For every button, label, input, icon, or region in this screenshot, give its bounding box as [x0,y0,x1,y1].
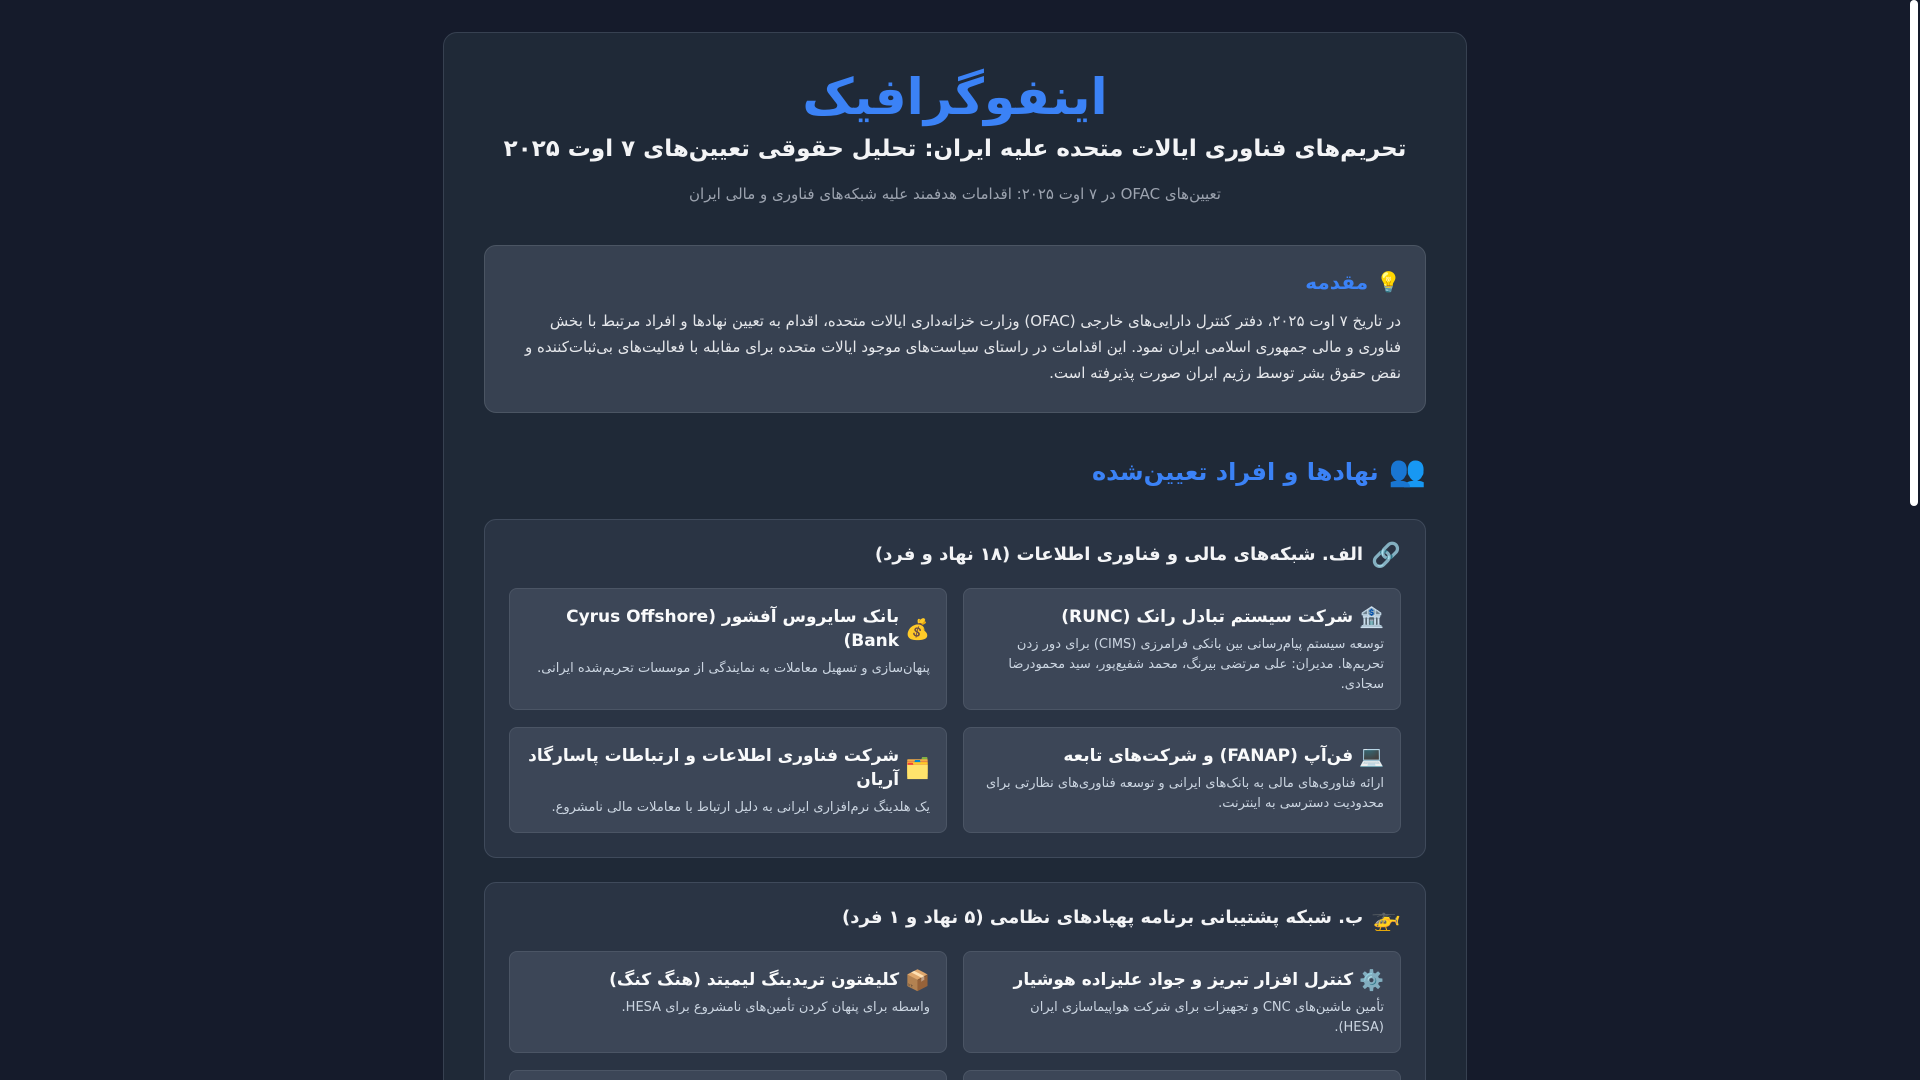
entity-card-partial [963,1070,1401,1080]
intro-heading-text: مقدمه [1305,270,1369,294]
lead-text: تعیین‌های OFAC در ۷ اوت ۲۰۲۵: اقدامات هدفمند علیه شبکه‌های فناوری و مالی ایران [689,185,1221,203]
entity-title-text: شرکت سیستم تبادل رانک (RUNC) [1061,607,1354,627]
entity-card-runc [963,588,1401,710]
entity-card-pasargad [509,727,947,833]
entity-desc: یک هلدینگ نرم‌افزاری ایرانی به دلیل ارتباط با معاملات مالی نامشروع. [551,800,930,815]
intro-text: در تاریخ ۷ اوت ۲۰۲۵، دفتر کنترل دارایی‌های خارجی (OFAC) وزارت خزانه‌داری ایالات متحده، اقدام به تعیین نهادها و افراد مرتبط با بخش فناوری و مالی جمهوری اسلامی ایران نمود. این اقدامات در راستای سیاست‌های موجود ایالات متحده برای مقابله با فعالیت‌های بی‌ثبات‌کننده و نقض حقوق بشر توسط رژیم ایران صورت پذیرفته است. [524,312,1401,382]
entity-title [980,744,1384,768]
group-title [509,905,1401,931]
helicopter-icon: 🚁 [1371,904,1401,932]
package-icon: 📦 [905,968,930,992]
lightbulb-icon: 💡 [1376,270,1401,294]
entity-title-text: کلیفتون تریدینگ لیمیتد (هنگ کنگ) [609,970,900,990]
entity-card-fanap [963,727,1401,833]
entity-desc: واسطه برای پنهان کردن تأمین‌های نامشروع برای HESA. [621,1000,930,1015]
infographic-container [443,32,1467,1080]
bank-icon: 🏦 [1359,605,1384,629]
scrollbar-track[interactable] [1908,0,1920,1080]
entity-grid [509,588,1401,833]
entity-title [980,968,1384,992]
laptop-icon: 💻 [1359,744,1384,768]
entity-card-partial [509,1070,947,1080]
scrollbar-thumb[interactable] [1910,0,1918,506]
entity-title [526,605,930,653]
group-title [509,542,1401,568]
folder-icon: 🗂️ [905,756,930,780]
entity-desc: پنهان‌سازی و تسهیل معاملات به نمایندگی از موسسات تحریم‌شده ایرانی. [537,661,930,676]
entity-title-text: بانک سایروس آفشور (Cyrus Offshore Bank) [566,607,900,651]
entity-card-clifton [509,951,947,1053]
page-title: اینفوگرافیک [802,68,1108,126]
intro-card [484,245,1426,413]
intro-heading [509,268,1401,296]
entity-card-tabriz [963,951,1401,1053]
group-title-text: ب. شبکه پشتیبانی برنامه پهپادهای نظامی (۵ نهاد و ۱ فرد) [842,907,1364,928]
header [484,67,1426,205]
group-title-text: الف. شبکه‌های مالی و فناوری اطلاعات (۱۸ نهاد و فرد) [874,544,1364,565]
entity-title [980,605,1384,629]
link-icon: 🔗 [1371,541,1401,569]
entity-desc: ارائه فناوری‌های مالی به بانک‌های ایرانی و توسعه فناوری‌های نظارتی برای محدودیت دسترسی به اینترنت. [986,776,1384,811]
entity-grid [509,951,1401,1080]
entity-desc: توسعه سیستم پیام‌رسانی بین بانکی فرامرزی (CIMS) برای دور زدن تحریم‌ها. مدیران: علی مرتضی بیرنگ، محمد شفیع‌پور، سید محمودرضا سجادی. [1008,637,1384,692]
entity-title-text: کنترل افزار تبریز و جواد علیزاده هوشیار [1013,970,1354,990]
gear-icon: ⚙️ [1359,968,1384,992]
designations-heading-text: نهادها و افراد تعیین‌شده [1092,458,1379,486]
entity-title [526,744,930,792]
page-subtitle: تحریم‌های فناوری ایالات متحده علیه ایران: تحلیل حقوقی تعیین‌های ۷ اوت ۲۰۲۵ [503,136,1407,162]
entity-title-text: فن‌آپ (FANAP) و شرکت‌های تابعه [1063,746,1354,766]
group-drone-network [484,882,1426,1080]
designations-heading [484,455,1426,489]
entity-title-text: شرکت فناوری اطلاعات و ارتباطات پاسارگاد آریان [528,746,900,790]
money-bag-icon: 💰 [905,617,930,641]
entity-card-cyrus-bank [509,588,947,710]
entity-desc: تأمین ماشین‌های CNC و تجهیزات برای شرکت هواپیماسازی ایران (HESA). [1030,1000,1384,1035]
group-financial-it [484,519,1426,858]
entity-title [526,968,930,992]
people-icon: 👥 [1388,454,1426,489]
